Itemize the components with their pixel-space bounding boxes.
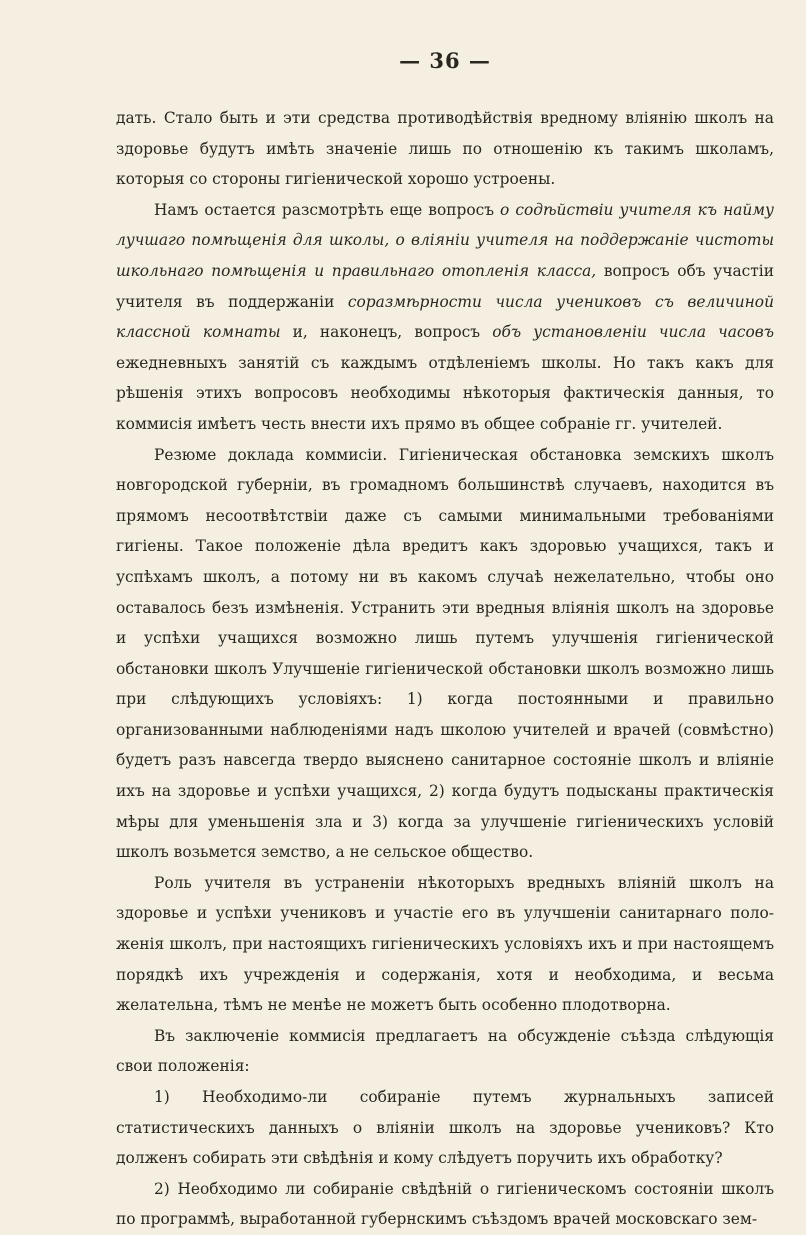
italic-text-run: соразмѣрности числа учениковъ съ величиной классной комнаты: [116, 292, 774, 342]
paragraph-3: [116, 440, 774, 868]
text-run: и, наконецъ, вопросъ: [280, 323, 493, 342]
paragraph-1: [116, 103, 774, 195]
text-run: Намъ остается разсмотрѣть еще вопросъ: [154, 200, 501, 219]
paragraph-6: [116, 1082, 774, 1174]
italic-text-run: о содѣйствіи учителя къ найму лучшаго помѣщенія для школы, о вліяніи учителя на поддержаніе чистоты школьнаго помѣщенія и правильнаго отопленія класса,: [116, 200, 774, 280]
text-run: Роль учителя въ устраненіи нѣкоторыхъ вредныхъ вліяній школъ на здоровье и успѣхи учениковъ и участіе его въ улучшеніи санитарнаго положенія школъ, при настоящихъ гигіеническихъ условіяхъ ихъ и при настоящемъ порядкѣ ихъ учрежденія и содержанія, хотя и необходима, и весьма желательна, тѣмъ не менѣе не можетъ быть особенно плодотворна.: [116, 873, 774, 1015]
text-run: Резюме доклада коммисіи. Гигіеническая обстановка земскихъ школъ новгородской губерніи, въ громадномъ большинствѣ случаевъ, находится въ прямомъ несоотвѣтствіи даже съ самыми минимальными требованіями гигіены. Такое положеніе дѣла вредитъ какъ здоровью учащихся, такъ и успѣхамъ школъ, а потому ни въ какомъ случаѣ нежелательно, чтобы оно оставалось безъ измѣненія. Устранить эти вредныя вліянія школъ на здоровье и успѣхи учащихся возможно лишь путемъ улучшенія гигіенической обстановки школъ Улучшеніе гигіенической обстановки школъ возможно лишь при слѣдующихъ условіяхъ: 1) когда постоянными и правильно организованными наблюденіями надъ школою учителей и врачей (совмѣстно) будетъ разъ навсегда твердо выяснено санитарное состояніе школъ и вліяніе ихъ на здоровье и успѣхи учащихся, 2) когда будутъ подысканы практическія мѣры для уменьшенія зла и 3) когда за улучшеніе гигіеническихъ условій школъ возьмется земство, а не сельское общество.: [116, 445, 774, 862]
italic-text-run: объ установленіи числа часовъ: [492, 323, 774, 342]
text-run: вопросъ объ участіи учителя въ поддержаніи: [116, 261, 774, 311]
body-text: [116, 103, 774, 1235]
text-run: дать. Стало быть и эти средства противодѣйствія вредному вліянію школъ на здоровье будутъ имѣть значеніе лишь по отношенію къ такимъ школамъ, которыя со стороны гигіенической хорошо устроены.: [116, 109, 774, 189]
text-run: ежедневныхъ занятій съ каждымъ отдѣленіемъ школы. Но такъ какъ для рѣшенія этихъ вопросовъ необходимы нѣкоторыя фактическія данныя, то коммисія имѣетъ честь внести ихъ прямо въ общее собраніе гг. учителей.: [116, 353, 774, 433]
text-run: Въ заключеніе коммисія предлагаетъ на обсужденіе съѣзда слѣдующія свои положенія:: [116, 1026, 774, 1076]
page-number: — 36 —: [399, 48, 491, 73]
text-run: 2) Необходимо ли собираніе свѣдѣній о гигіеническомъ состояніи школъ по программѣ, выработанной губернскимъ съѣздомъ врачей московскаго зем-: [116, 1179, 774, 1229]
paragraph-5: [116, 1021, 774, 1082]
paragraph-7: [116, 1174, 774, 1235]
text-run: 1) Необходимо-ли собираніе путемъ журнальныхъ записей статистическихъ данныхъ о вліяніи школъ на здоровье учениковъ? Кто долженъ собирать эти свѣдѣнія и кому слѣдуетъ поручить ихъ обработку?: [116, 1088, 774, 1168]
paragraph-4: [116, 868, 774, 1021]
paragraph-2: [116, 195, 774, 440]
